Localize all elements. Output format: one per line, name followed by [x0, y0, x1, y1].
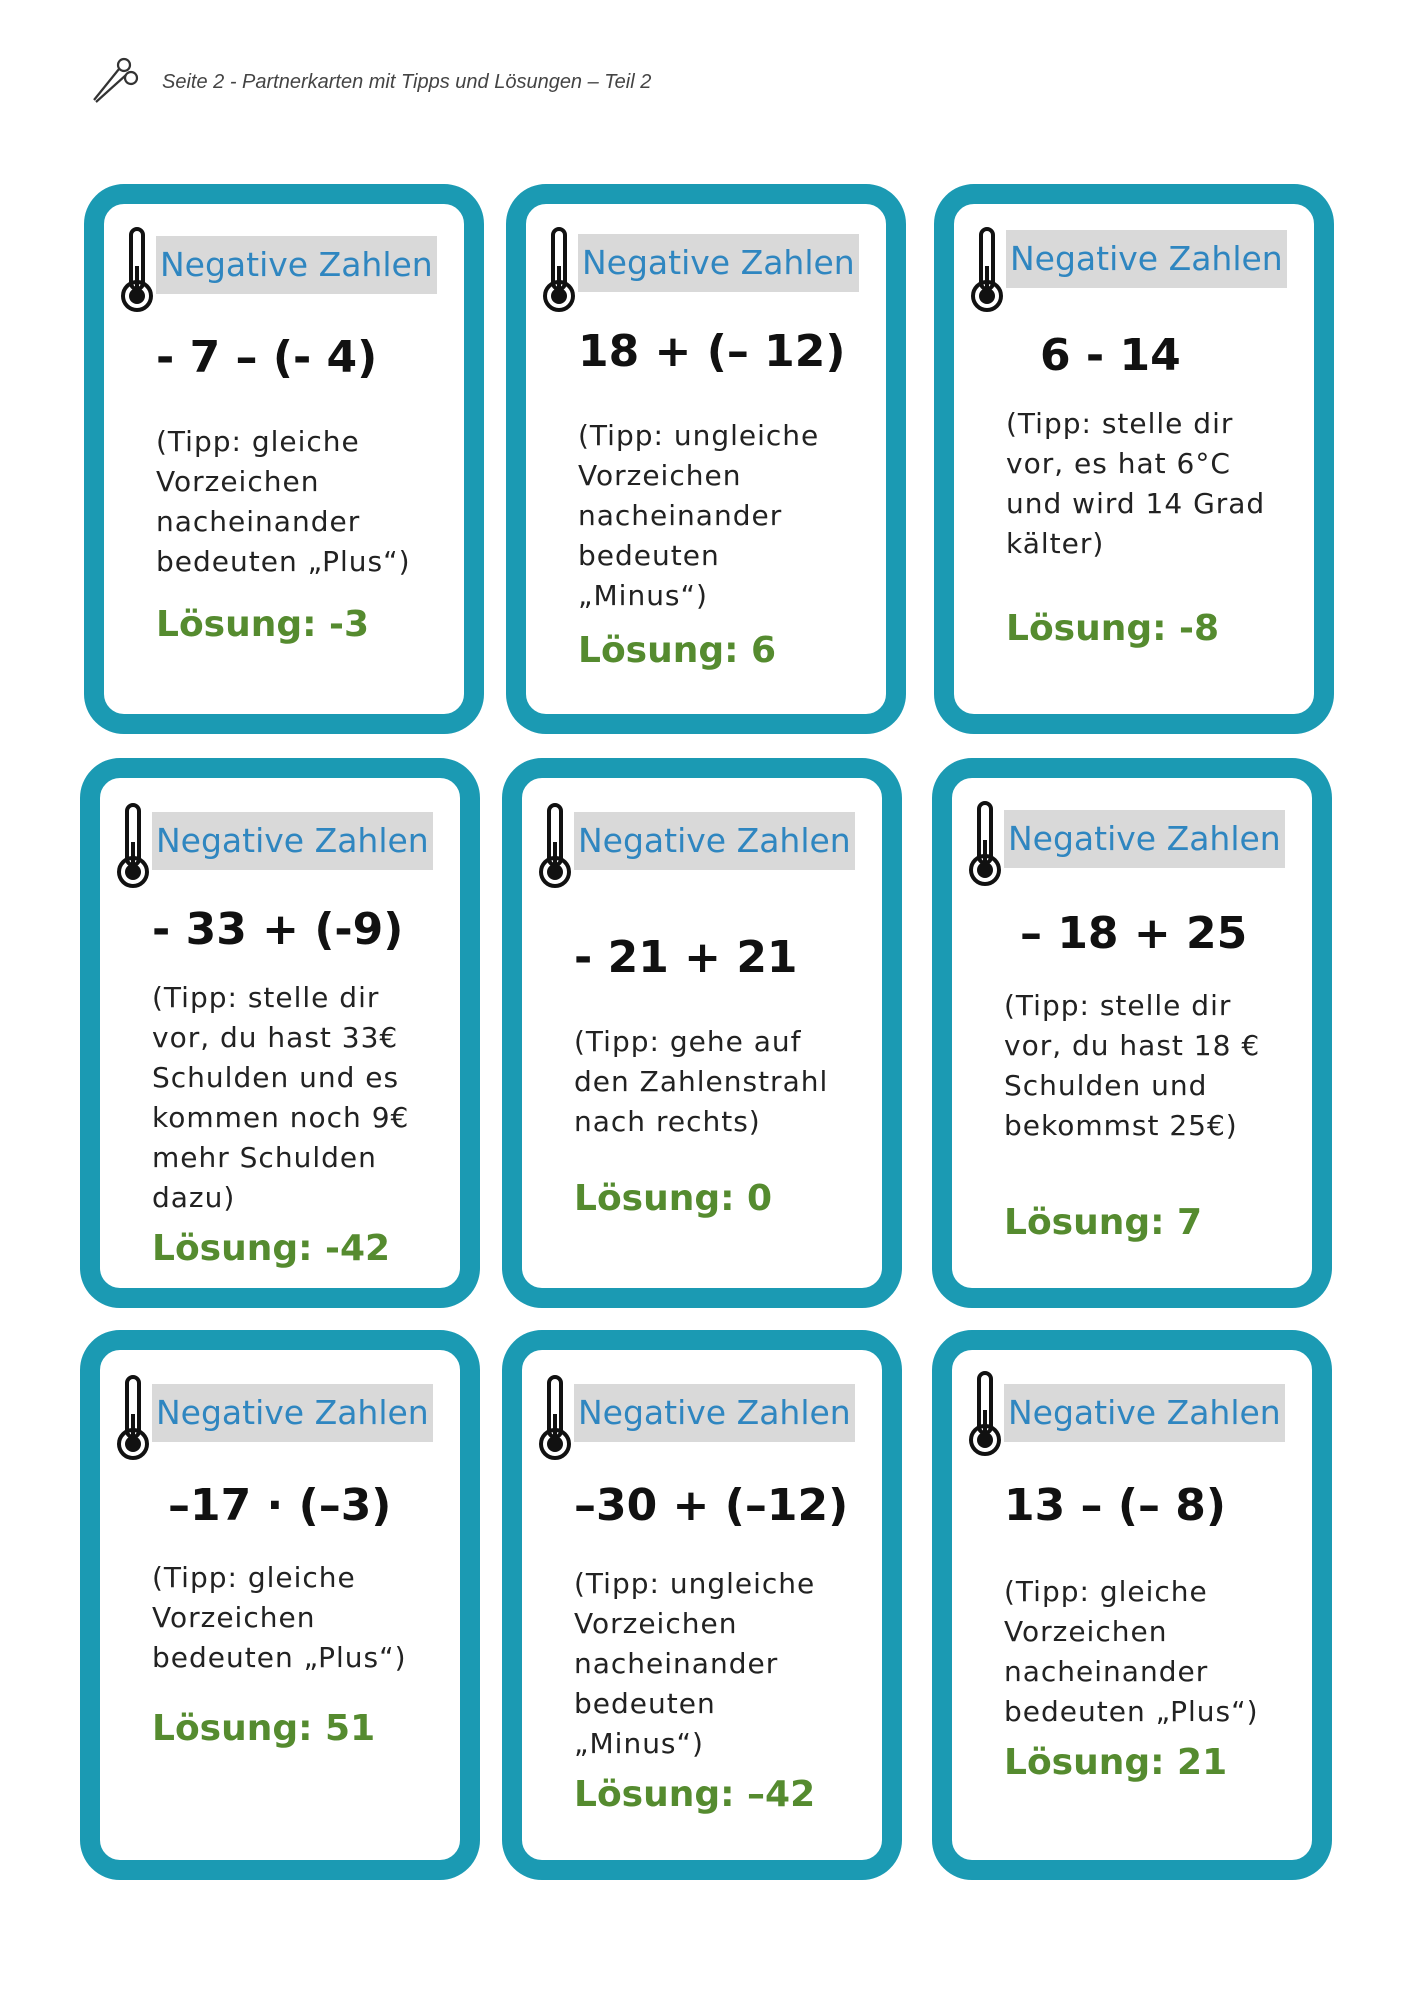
thermometer-icon: [964, 800, 1006, 888]
card-solution: Lösung: -3: [156, 604, 370, 645]
task-card: [502, 758, 902, 1308]
task-card: [80, 758, 480, 1308]
card-tip: (Tipp: stelle dir vor, du hast 33€ Schulden und es kommen noch 9€ mehr Schulden dazu): [152, 981, 410, 1214]
card-tip: (Tipp: gleiche Vorzeichen nacheinander bedeuten „Plus“): [156, 425, 411, 578]
card-label: Negative Zahlen: [152, 812, 433, 870]
card-task: 18 + (– 12): [578, 326, 846, 377]
task-card: [934, 184, 1334, 734]
card-task: –30 + (–12): [574, 1480, 849, 1531]
card-label: Negative Zahlen: [574, 1384, 855, 1442]
card-task: –17 · (–3): [168, 1480, 392, 1531]
task-card: [80, 1330, 480, 1880]
card-label: Negative Zahlen: [574, 812, 855, 870]
card-label: Negative Zahlen: [1004, 810, 1285, 868]
card-solution: Lösung: 51: [152, 1708, 376, 1749]
task-card: [932, 758, 1332, 1308]
task-card: [506, 184, 906, 734]
task-card: [84, 184, 484, 734]
card-solution: Lösung: 6: [578, 630, 777, 671]
thermometer-icon: [966, 226, 1008, 314]
thermometer-icon: [538, 226, 580, 314]
thermometer-icon: [116, 226, 158, 314]
card-solution: Lösung: -42: [152, 1228, 391, 1269]
thermometer-icon: [112, 1374, 154, 1462]
card-solution: Lösung: 7: [1004, 1202, 1203, 1243]
card-task: - 21 + 21: [574, 932, 798, 983]
card-task: - 33 + (-9): [152, 904, 404, 955]
card-solution: Lösung: 21: [1004, 1742, 1228, 1783]
card-tip: (Tipp: stelle dir vor, es hat 6°C und wird 14 Grad kälter): [1006, 407, 1266, 560]
thermometer-icon: [112, 802, 154, 890]
page-title: Seite 2 - Partnerkarten mit Tipps und Lösungen – Teil 2: [162, 70, 652, 93]
card-tip: (Tipp: ungleiche Vorzeichen nacheinander bedeuten „Minus“): [578, 419, 820, 612]
card-task: – 18 + 25: [1020, 908, 1248, 959]
thermometer-icon: [964, 1370, 1006, 1458]
card-tip: (Tipp: gehe auf den Zahlenstrahl nach rechts): [574, 1025, 829, 1138]
card-label: Negative Zahlen: [1006, 230, 1287, 288]
card-tip: (Tipp: stelle dir vor, du hast 18 € Schulden und bekommst 25€): [1004, 989, 1261, 1142]
card-label: Negative Zahlen: [156, 236, 437, 294]
card-tip: (Tipp: gleiche Vorzeichen nacheinander bedeuten „Plus“): [1004, 1575, 1259, 1728]
thermometer-icon: [534, 802, 576, 890]
card-task: - 7 – (- 4): [156, 332, 378, 383]
card-solution: Lösung: –42: [574, 1774, 816, 1815]
card-task: 13 – (– 8): [1004, 1480, 1227, 1531]
card-solution: Lösung: 0: [574, 1178, 773, 1219]
card-solution: Lösung: -8: [1006, 608, 1220, 649]
page-header: [88, 54, 651, 110]
task-card: [502, 1330, 902, 1880]
card-tip: (Tipp: ungleiche Vorzeichen nacheinander bedeuten „Minus“): [574, 1567, 816, 1760]
card-label: Negative Zahlen: [578, 234, 859, 292]
thermometer-icon: [534, 1374, 576, 1462]
card-task: 6 - 14: [1040, 330, 1181, 381]
card-tip: (Tipp: gleiche Vorzeichen bedeuten „Plus“): [152, 1561, 407, 1674]
card-label: Negative Zahlen: [1004, 1384, 1285, 1442]
task-card: [932, 1330, 1332, 1880]
scissors-icon: [88, 56, 140, 108]
card-label: Negative Zahlen: [152, 1384, 433, 1442]
